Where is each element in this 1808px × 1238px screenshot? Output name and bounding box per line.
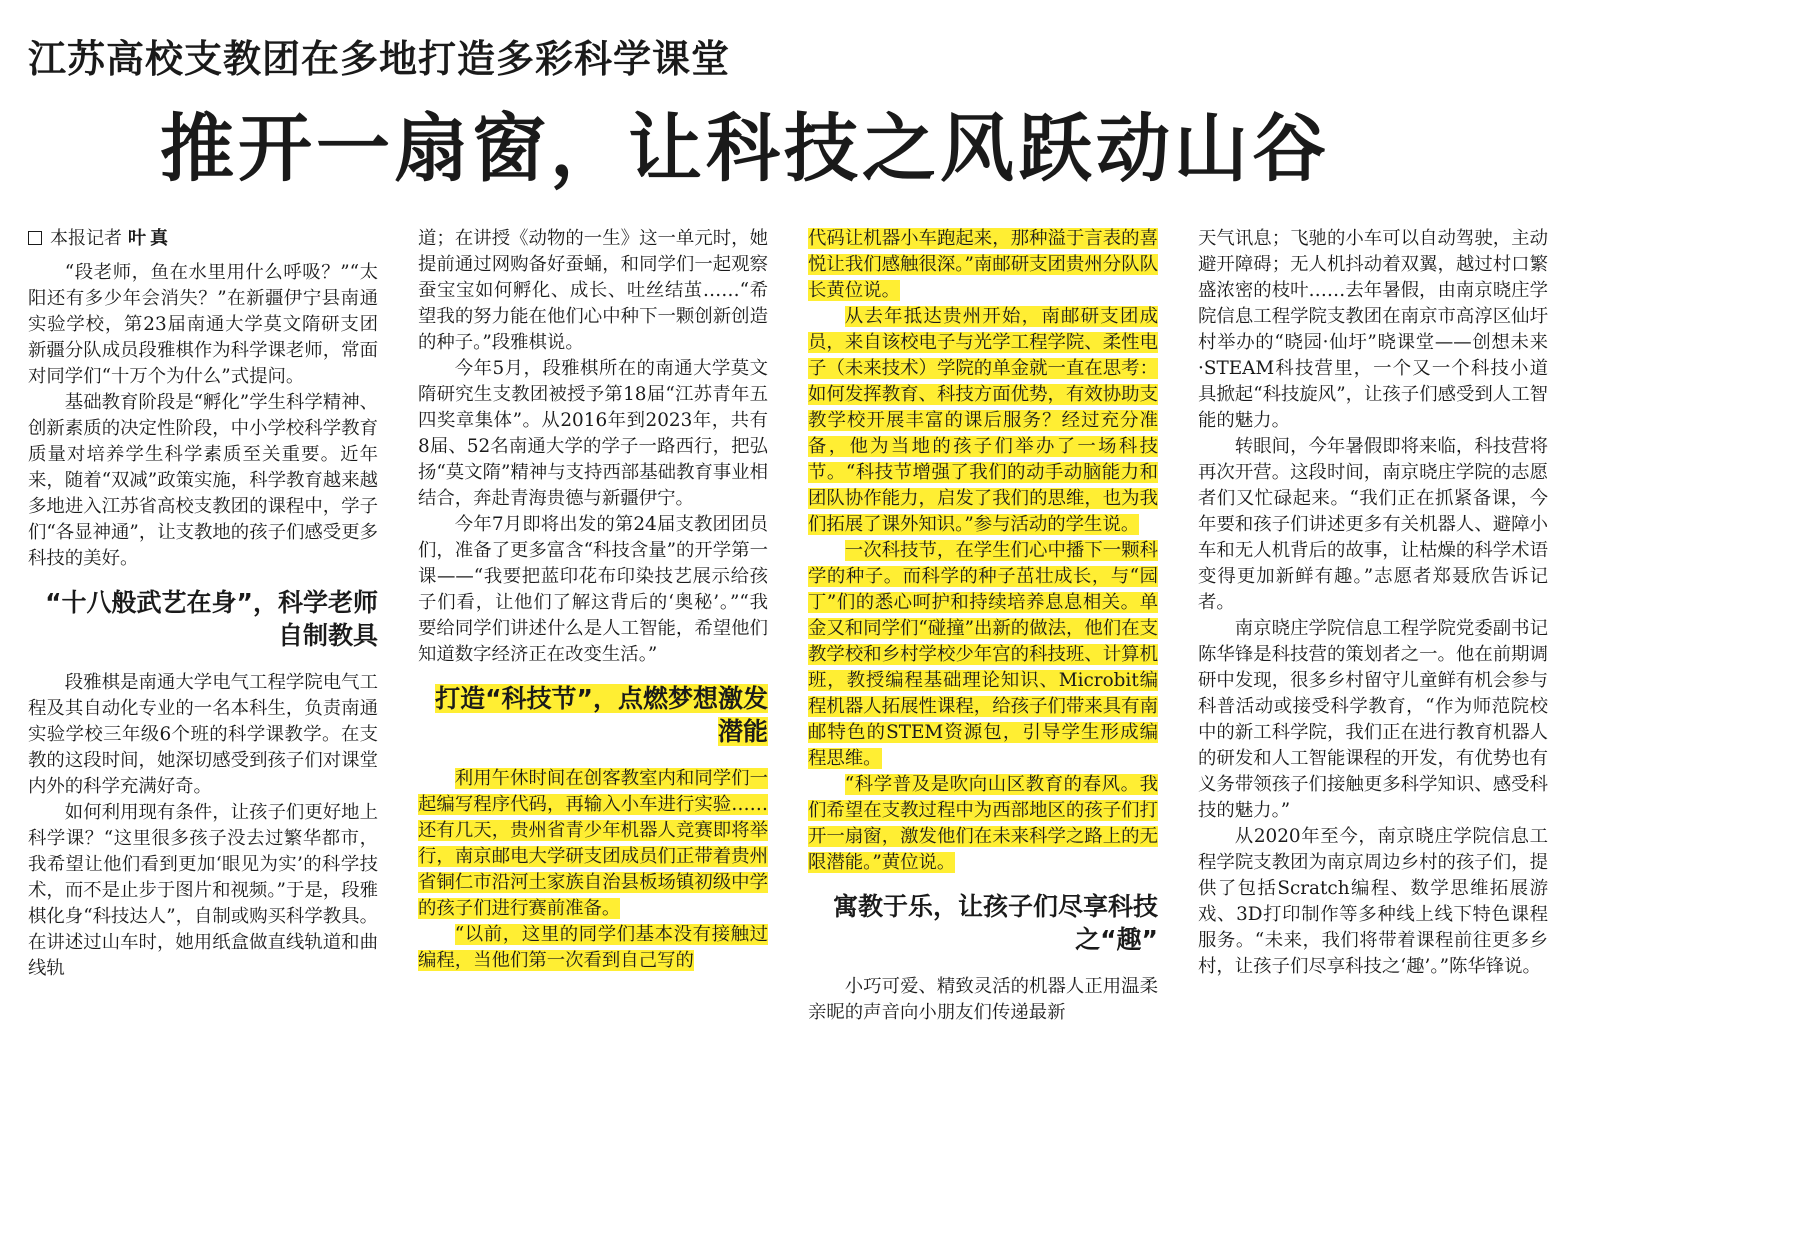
kicker-title: 江苏高校支教团在多地打造多彩科学课堂	[28, 37, 731, 81]
paragraph: 今年5月，段雅棋所在的南通大学莫文隋研究生支教团被授予第18届“江苏青年五四奖章集体”。从2016年到2023年，共有8届、52名南通大学的学子一路西行，把弘扬“莫文隋”精神与支持西部基础教育事业相结合，奔赴青海贵德与新疆伊宁。	[418, 358, 768, 509]
paragraph: 道；在讲授《动物的一生》这一单元时，她提前通过网购备好蚕蛹，和同学们一起观察蚕宝宝如何孵化、成长、吐丝结茧……“希望我的努力能在他们心中种下一颗创新创造的种子。”段雅棋说。	[418, 228, 768, 353]
paragraph	[808, 538, 1158, 772]
page-title: 推开一扇窗，让科技之风跃动山谷	[160, 106, 1330, 192]
paragraph: 南京晓庄学院信息工程学院党委副书记陈华锋是科技营的策划者之一。他在前期调研中发现，很多乡村留守儿童鲜有机会参与科普活动或接受科学教育，“作为师范院校中的新工科学院，我们正在进行教育机器人的研发和人工智能课程的开发，有优势也有义务带领孩子们接触更多科学知识、感受科技的魅力。”	[1198, 618, 1548, 821]
subheading	[418, 682, 768, 748]
byline-prefix: 本报记者	[50, 228, 122, 249]
highlighted-text: 利用午休时间在创客教室内和同学们一起编写程序代码，再输入小车进行实验……还有几天，贵州省青少年机器人竞赛即将举行，南京邮电大学研支团成员们正带着贵州省铜仁市沿河土家族自治县板场镇初级中学的孩子们进行赛前准备。	[418, 768, 768, 919]
highlighted-text: “科学普及是吹向山区教育的春风。我们希望在支教过程中为西部地区的孩子们打开一扇窗，激发他们在未来科学之路上的无限潜能。”黄位说。	[808, 774, 1158, 873]
byline	[28, 226, 378, 252]
paragraph: 转眼间，今年暑假即将来临，科技营将再次开营。这段时间，南京晓庄学院的志愿者们又忙碌起来。“我们正在抓紧备课，今年要和孩子们讲述更多有关机器人、避障小车和无人机背后的故事，让枯燥的科学术语变得更加新鲜有趣。”志愿者郑聂欣告诉记者。	[1198, 436, 1548, 613]
paragraph: 今年7月即将出发的第24届支教团团员们，准备了更多富含“科技含量”的开学第一课——“我要把蓝印花布印染技艺展示给孩子们看，让他们了解这背后的‘奥秘’。”“我要给同学们讲述什么是人工智能，希望他们知道数字经济正在改变生活。”	[418, 514, 768, 665]
paragraph: 从2020年至今，南京晓庄学院信息工程学院支教团为南京周边乡村的孩子们，提供了包括Scratch编程、数学思维拓展游戏、3D打印制作等多种线上线下特色课程服务。“未来，我们将带着课程前往更多乡村，让孩子们尽享科技之‘趣’。”陈华锋说。	[1198, 826, 1548, 977]
highlighted-text: 一次科技节，在学生们心中播下一颗科学的种子。而科学的种子茁壮成长，与“园丁”们的悉心呵护和持续培养息息相关。单金又和同学们“碰撞”出新的做法，他们在支教学校和乡村学校少年宫的科技班、计算机班，教授编程基础理论知识、Microbit编程机器人拓展性课程，给孩子们带来具有南邮特色的STEM资源包，引导学生形成编程思维。	[808, 540, 1158, 769]
paragraph: 段雅棋是南通大学电气工程学院电气工程及其自动化专业的一名本科生，负责南通实验学校三年级6个班的科学课教学。在支教的这段时间，她深切感受到孩子们对课堂内外的科学充满好奇。	[28, 672, 378, 797]
paragraph: 基础教育阶段是“孵化”学生科学精神、创新素质的决定性阶段，中小学校科学教育质量对培养学生科学素质至关重要。近年来，随着“双减”政策实施，科学教育越来越多地进入江苏省高校支教团的课程中，学子们“各显神通”，让支教地的孩子们感受更多科技的美好。	[28, 392, 378, 569]
article-column-2	[418, 226, 768, 974]
box-icon	[28, 231, 42, 245]
paragraph: “段老师，鱼在水里用什么呼吸？”“太阳还有多少年会消失？”在新疆伊宁县南通实验学校，第23届南通大学莫文隋研支团新疆分队成员段雅棋作为科学课老师，常面对同学们“十万个为什么”式提问。	[28, 262, 378, 387]
paragraph: 天气讯息；飞驰的小车可以自动驾驶，主动避开障碍；无人机抖动着双翼，越过村口繁盛浓密的枝叶……去年暑假，由南京晓庄学院信息工程学院支教团在南京市高淳区仙圩村举办的“晓园·仙圩”晓课堂——创想未来·STEAM科技营里，一个又一个科技小道具掀起“科技旋风”，让孩子们感受到人工智能的魅力。	[1198, 228, 1548, 431]
subheading: “十八般武艺在身”，科学老师自制教具	[45, 588, 378, 650]
paragraph	[418, 766, 768, 922]
paragraph: 如何利用现有条件，让孩子们更好地上科学课？“这里很多孩子没去过繁华都市，我希望让他们看到更加‘眼见为实’的科学技术，而不是止步于图片和视频。”于是，段雅棋化身“科技达人”，自制或购买科学教具。在讲述过山车时，她用纸盒做直线轨道和曲线轨	[28, 802, 378, 979]
paragraph	[808, 304, 1158, 538]
article-column-3	[808, 226, 1158, 1026]
highlighted-text: “以前，这里的同学们基本没有接触过编程，当他们第一次看到自己写的	[418, 924, 768, 971]
paragraph	[418, 922, 768, 974]
article-column-4	[1198, 226, 1548, 980]
highlighted-text: 从去年抵达贵州开始，南邮研支团成员，来自该校电子与光学工程学院、柔性电子（未来技术）学院的单金就一直在思考：如何发挥教育、科技方面优势，有效协助支教学校开展丰富的课后服务？经过充分准备，他为当地的孩子们举办了一场科技节。“科技节增强了我们的动手动脑能力和团队协作能力，启发了我们的思维，也为我们拓展了课外知识。”参与活动的学生说。	[808, 306, 1158, 535]
article-column-1	[28, 226, 378, 982]
byline-author: 叶真	[128, 228, 172, 249]
paragraph: 小巧可爱、精致灵活的机器人正用温柔亲昵的声音向小朋友们传递最新	[808, 976, 1158, 1023]
paragraph	[808, 772, 1158, 876]
subheading-text: 打造“科技节”，点燃梦想激发潜能	[435, 684, 768, 746]
highlighted-text: 代码让机器小车跑起来，那种溢于言表的喜悦让我们感触很深。”南邮研支团贵州分队队长黄位说。	[808, 228, 1158, 301]
paragraph	[808, 226, 1158, 304]
subheading: 寓教于乐，让孩子们尽享科技之“趣”	[832, 892, 1158, 954]
